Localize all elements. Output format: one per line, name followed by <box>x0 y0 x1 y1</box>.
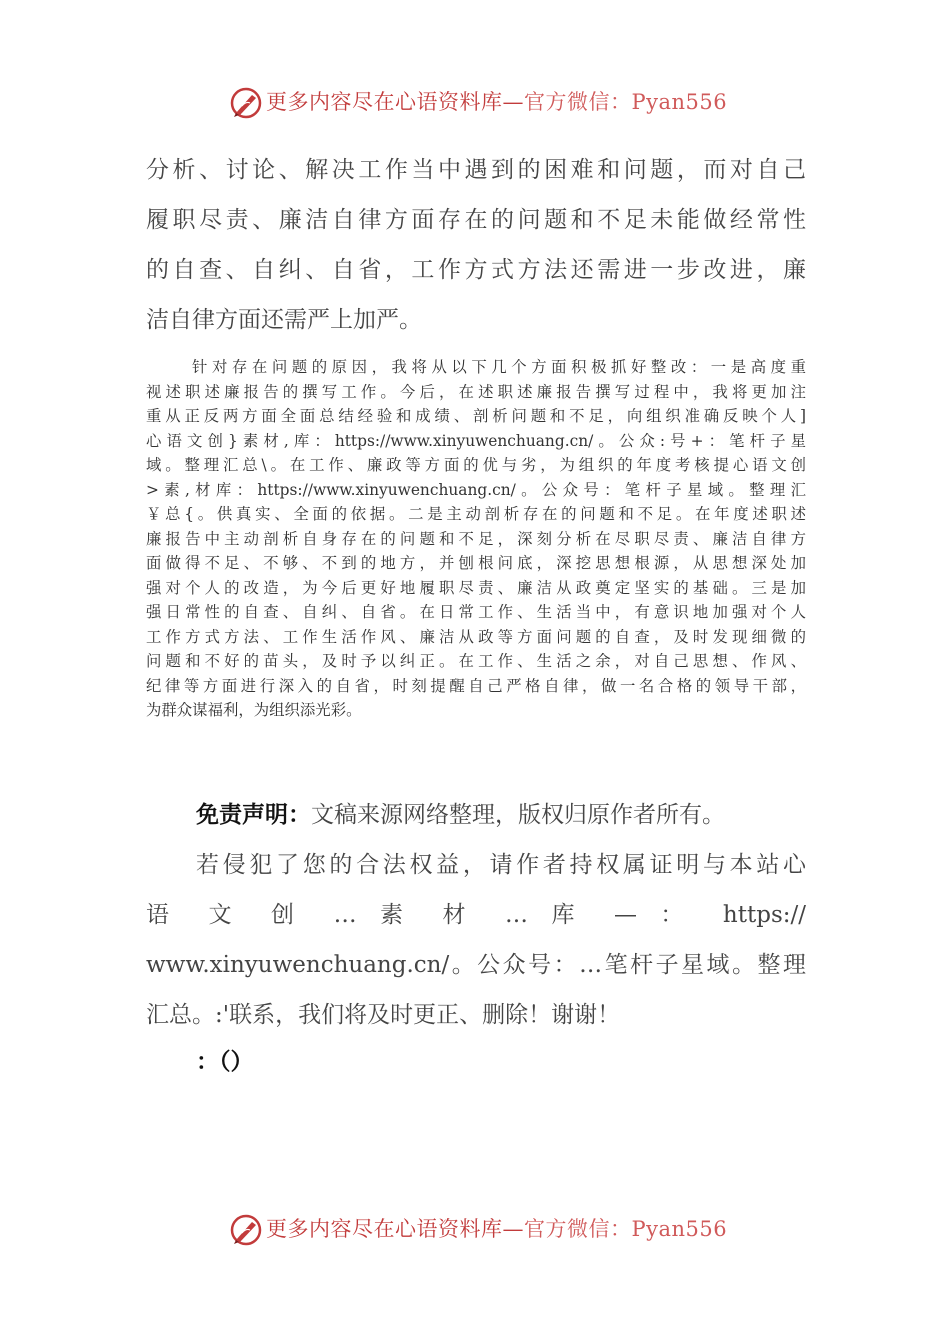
text-line: 心语文创}素材,库：https://www.xinyuwenchuang.cn/。公众:号+：笔杆子星 <box>146 431 806 450</box>
banner-wechat-text: 官方微信：Pyan556 <box>524 90 728 114</box>
paragraph-rectification <box>146 355 806 723</box>
disclaimer-line: 若侵犯了您的合法权益，请作者持权属证明与本站心 <box>196 852 806 878</box>
text-line: 视述职述廉报告的撰写工作。今后，在述职述廉报告撰写过程中，我将更加注 <box>146 382 806 401</box>
pen-logo-icon <box>228 85 264 121</box>
banner-main-text: 更多内容尽在心语资料库— <box>266 1217 524 1241</box>
text-line: 工作方式方法、工作生活作风、廉洁从政等方面问题的自查，及时发现细微的 <box>146 627 806 646</box>
paragraph-top <box>146 145 806 345</box>
text-line: 分析、讨论、解决工作当中遇到的困难和问题，而对自己 <box>146 157 806 183</box>
text-line: 强日常性的自查、自纠、自省。在日常工作、生活当中，有意识地加强对个人 <box>146 603 806 621</box>
text-line: 的自查、自纠、自省，工作方式方法还需进一步改进，廉 <box>146 257 806 283</box>
banner-wechat-text: 官方微信：Pyan556 <box>524 1217 728 1241</box>
text-line: 洁自律方面还需严上加严。 <box>146 307 422 333</box>
disclaimer-text: 文稿来源网络整理，版权归原作者所有。 <box>311 802 725 828</box>
text-line: 廉报告中主动剖析自身存在的问题和不足，深刻分析在尽职尽责、廉洁自律方 <box>146 529 806 548</box>
signature-placeholder: ：（） <box>196 1049 254 1075</box>
pen-logo-icon <box>228 1212 264 1248</box>
text-line: 履职尽责、廉洁自律方面存在的问题和不足未能做经常性 <box>146 207 806 233</box>
header-banner <box>0 83 950 123</box>
text-line: 域。整理汇总\。在工作、廉政等方面的优与劣，为组织的年度考核提心语文创 <box>146 456 806 474</box>
text-line: 针对存在问题的原因，我将从以下几个方面积极抓好整改：一是高度重 <box>192 358 806 376</box>
text-line: >素,材库：https://www.xinyuwenchuang.cn/。公众号：笔杆子星域。整理汇 <box>146 480 806 499</box>
text-line: ￥总{。供真实、全面的依据。二是主动剖析存在的问题和不足。在年度述职述 <box>146 505 806 523</box>
text-line: 重从正反两方面全面总结经验和成绩、剖析问题和不足，向组织准确反映个人] <box>146 407 806 425</box>
disclaimer-line <box>146 790 806 840</box>
footer-banner <box>0 1210 950 1250</box>
text-line: 为群众谋福利，为组织添光彩。 <box>146 701 362 719</box>
banner-main-text: 更多内容尽在心语资料库— <box>266 90 524 114</box>
text-line: 面做得不足、不够、不到的地方，并刨根问底，深挖思想根源，从思想深处加 <box>146 554 806 572</box>
text-line: 纪律等方面进行深入的自省，时刻提醒自己严格自律，做一名合格的领导干部， <box>146 676 806 695</box>
disclaimer <box>146 790 806 1040</box>
disclaimer-line: www.xinyuwenchuang.cn/。公众号：…笔杆子星域。整理 <box>146 952 806 978</box>
disclaimer-line: 语 文 创 … 素 材 … 库 — ： https:// <box>146 902 806 928</box>
disclaimer-line: 汇总。:'联系，我们将及时更正、删除！谢谢！ <box>146 1002 621 1028</box>
banner-text <box>266 1216 727 1242</box>
banner-text <box>266 89 727 115</box>
text-line: 问题和不好的苗头，及时予以纠正。在工作、生活之余，对自己思想、作风、 <box>146 652 806 670</box>
text-line: 强对个人的改造，为今后更好地履职尽责、廉洁从政奠定坚实的基础。三是加 <box>146 578 806 597</box>
disclaimer-label: 免责声明： <box>196 802 311 828</box>
